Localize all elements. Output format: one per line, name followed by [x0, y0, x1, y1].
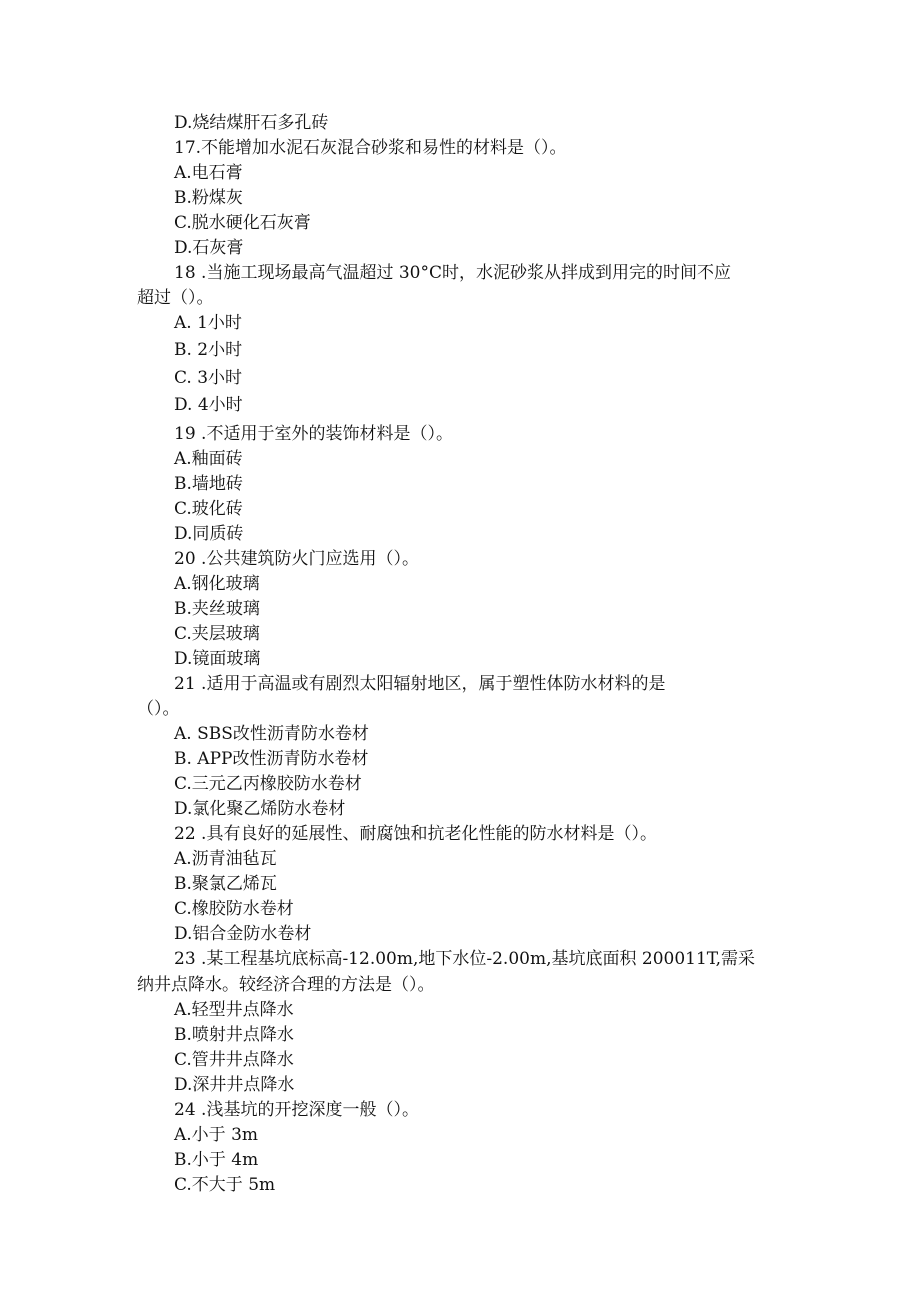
question-22: 22 .具有良好的延展性、耐腐蚀和抗老化性能的防水材料是（）。 — [174, 824, 657, 844]
option-21-c: C.三元乙丙橡胶防水卷材 — [174, 774, 362, 794]
option-18-c: C. 3小时 — [174, 368, 243, 388]
option-22-c: C.橡胶防水卷材 — [174, 899, 294, 919]
option-21-d: D.氯化聚乙烯防水卷材 — [174, 799, 346, 819]
question-19: 19 .不适用于室外的装饰材料是（）。 — [174, 424, 453, 444]
option-22-b: B.聚氯乙烯瓦 — [174, 874, 277, 894]
option-24-b: B.小于 4m — [174, 1150, 259, 1170]
option-23-a: A.轻型井点降水 — [174, 1000, 294, 1020]
option-24-a: A.小于 3m — [174, 1125, 259, 1145]
question-20: 20 .公共建筑防火门应选用（）。 — [174, 549, 419, 569]
question-18-continued: 超过（）。 — [137, 288, 214, 308]
question-21-continued: （）。 — [137, 699, 180, 719]
option-24-c: C.不大于 5m — [174, 1175, 276, 1195]
option-22-a: A.沥青油毡瓦 — [174, 849, 277, 869]
option-18-a: A. 1小时 — [174, 313, 242, 333]
option-23-c: C.管井井点降水 — [174, 1050, 294, 1070]
option-20-c: C.夹层玻璃 — [174, 624, 260, 644]
option-17-b: B.粉煤灰 — [174, 188, 243, 208]
option-21-b: B. APP改性沥青防水卷材 — [174, 749, 369, 769]
option-22-d: D.铝合金防水卷材 — [174, 924, 312, 944]
option-20-d: D.镜面玻璃 — [174, 649, 261, 669]
option-18-d: D. 4小时 — [174, 395, 243, 415]
option-23-d: D.深井井点降水 — [174, 1075, 295, 1095]
option-23-b: B.喷射井点降水 — [174, 1025, 294, 1045]
question-17: 17.不能增加水泥石灰混合砂浆和易性的材料是（）。 — [174, 138, 567, 158]
option-21-a: A. SBS改性沥青防水卷材 — [174, 724, 369, 744]
question-23: 23 .某工程基坑底标高-12.00m,地下水位-2.00m,基坑底面积 200011T,需采 — [174, 949, 756, 969]
question-24: 24 .浅基坑的开挖深度一般（）。 — [174, 1100, 419, 1120]
question-18: 18 .当施工现场最高气温超过 30°C时，水泥砂浆从拌成到用完的时间不应 — [174, 263, 731, 283]
option-17-c: C.脱水硬化石灰膏 — [174, 213, 311, 233]
question-21: 21 .适用于高温或有剧烈太阳辐射地区，属于塑性体防水材料的是 — [174, 674, 666, 694]
option-20-a: A.钢化玻璃 — [174, 574, 260, 594]
option-19-c: C.玻化砖 — [174, 499, 243, 519]
question-23-continued: 纳井点降水。较经济合理的方法是（）。 — [137, 975, 435, 995]
option-16-d: D.烧结煤肝石多孔砖 — [174, 113, 329, 133]
option-20-b: B.夹丝玻璃 — [174, 599, 260, 619]
option-19-d: D.同质砖 — [174, 524, 244, 544]
option-19-a: A.釉面砖 — [174, 449, 243, 469]
option-18-b: B. 2小时 — [174, 340, 243, 360]
option-17-d: D.石灰膏 — [174, 238, 244, 258]
option-19-b: B.墙地砖 — [174, 474, 243, 494]
option-17-a: A.电石膏 — [174, 163, 243, 183]
